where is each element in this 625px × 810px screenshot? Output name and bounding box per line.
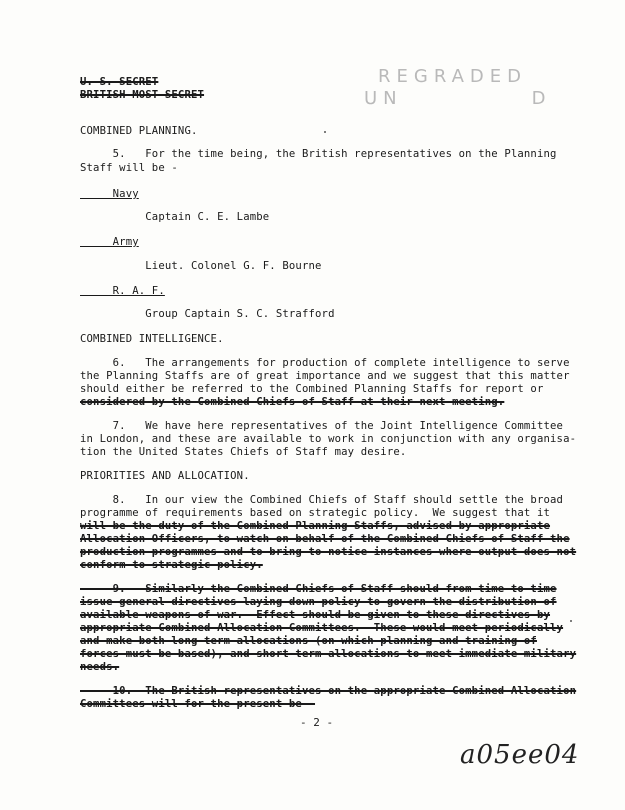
- para-5-line-2: Staff will be -: [80, 162, 178, 174]
- para-7-line-3: tion the United States Chiefs of Staff may desire.: [80, 446, 407, 458]
- label-raf: R. A. F.: [80, 285, 165, 297]
- army-representative: Lieut. Colonel G. F. Bourne: [80, 260, 322, 272]
- label-army: Army: [80, 236, 139, 248]
- para-8-line-6-struck: conform to strategic policy.: [80, 559, 263, 571]
- para-5-line-1: 5. For the time being, the British representatives on the Planning: [80, 148, 557, 160]
- para-9-line-4-struck: appropriate Combined Allocation Committees. These would meet periodically: [80, 622, 564, 634]
- para-8-line-2: programme of requirements based on strategic policy. We suggest that it: [80, 507, 551, 519]
- para-6-line-2: the Planning Staffs are of great importance and we suggest that this matter: [80, 370, 570, 382]
- para-6-line-1: 6. The arrangements for production of complete intelligence to serve: [80, 357, 570, 369]
- stamp-line-1: REGRADED: [378, 66, 528, 87]
- navy-representative: Captain C. E. Lambe: [80, 211, 270, 223]
- classification-us-secret: U. S. SECRET: [80, 76, 159, 88]
- para-9-line-7-struck: needs.: [80, 661, 120, 673]
- para-10-line-2-struck: Committees will for the present be -: [80, 698, 316, 710]
- para-6-line-4-struck: considered by the Combined Chiefs of Staff at their next meeting.: [80, 396, 505, 408]
- raf-representative: Group Captain S. C. Strafford: [80, 308, 335, 320]
- para-9-line-2-struck: issue general directives laying down policy to govern the distribution of: [80, 596, 557, 608]
- page-number: - 2 -: [300, 716, 334, 729]
- para-9-line-6-struck: forces must be based), and short-term allocations to meet immediate military: [80, 648, 577, 660]
- stamp-line-2: UN D: [364, 88, 552, 109]
- label-navy: Navy: [80, 188, 139, 200]
- para-8-line-3-struck: will be the duty of the Combined Planning Staffs, advised by appropriate: [80, 520, 551, 532]
- speck: [324, 131, 326, 133]
- para-10-line-1-struck: 10. The British representatives on the appropriate Combined Allocation: [80, 685, 577, 697]
- para-7-line-2: in London, and these are available to work in conjunction with any organisa-: [80, 433, 577, 445]
- classification-british-most-secret: BRITISH MOST SECRET: [80, 89, 205, 101]
- para-8-line-1: 8. In our view the Combined Chiefs of Staff should settle the broad: [80, 494, 564, 506]
- heading-combined-planning: COMBINED PLANNING.: [80, 125, 198, 137]
- heading-priorities-allocation: PRIORITIES AND ALLOCATION.: [80, 470, 250, 482]
- heading-combined-intelligence: COMBINED INTELLIGENCE.: [80, 333, 224, 345]
- speck: [570, 620, 572, 622]
- handwritten-note: a05ee04: [460, 740, 580, 770]
- para-8-line-5-struck: production programmes and to bring to notice instances where output does not: [80, 546, 577, 558]
- para-7-line-1: 7. We have here representatives of the Joint Intelligence Committee: [80, 420, 564, 432]
- para-9-line-5-struck: and make both long-term allocations (on which planning and training of: [80, 635, 537, 647]
- para-9-line-1-struck: 9. Similarly the Combined Chiefs of Staff should from time to time: [80, 583, 557, 595]
- para-8-line-4-struck: Allocation Officers, to watch on behalf of the Combined Chiefs of Staff the: [80, 533, 570, 545]
- para-6-line-3: should either be referred to the Combined Planning Staffs for report or: [80, 383, 544, 395]
- regraded-stamp: [364, 66, 552, 114]
- para-9-line-3-struck: available weapons of war. Effect should be given to these directives by: [80, 609, 551, 621]
